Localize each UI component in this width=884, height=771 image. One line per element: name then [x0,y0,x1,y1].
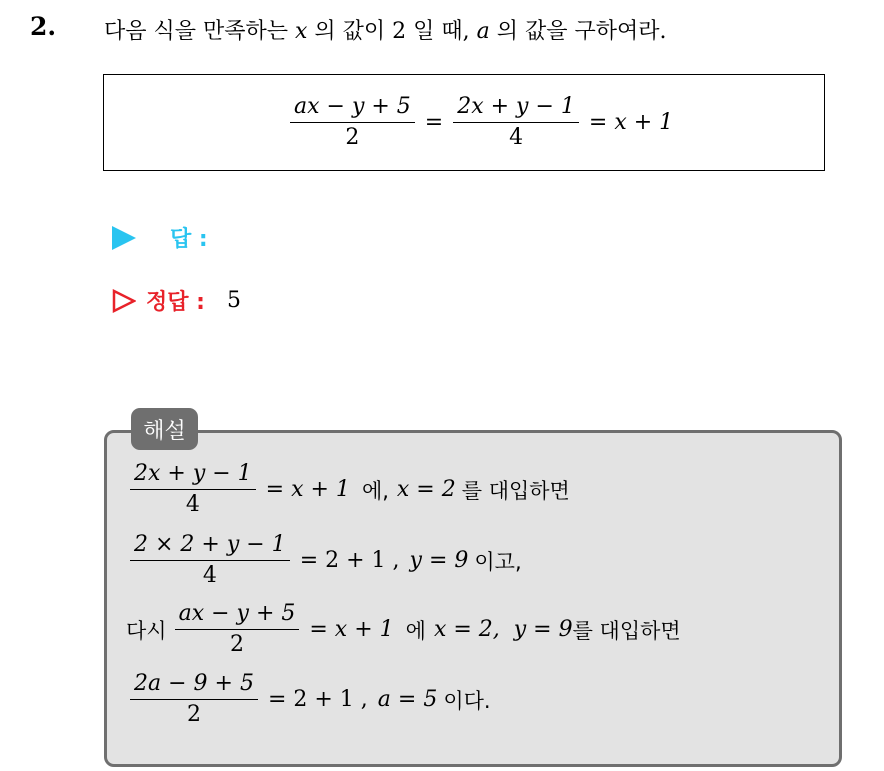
solution-line-2-condition: y = 9 [409,548,469,574]
solution-line-4-condition: a = 5 [377,687,438,713]
variable-x: x [295,19,308,44]
solution-line-3-rhs: = x + 1 [309,617,394,643]
solution-line-3-fraction [175,602,300,657]
solution-line-1-denominator: 4 [185,492,200,518]
equation-fraction-2 [453,95,579,150]
solution-line-3-text1: 에 [405,618,426,643]
equation-fraction-1 [290,95,415,150]
solution-line-1-condition: x = 2 [396,477,456,503]
solution-line-3-condition: x = 2, y = 9 [433,617,573,643]
solution-line-2-denominator: 4 [202,563,217,589]
equals-sign: = [424,110,444,136]
question-number: 2. [30,12,57,41]
correct-answer-value: 5 [226,288,241,313]
solution-line-2-text: 이고, [474,549,522,574]
solution-line-3-prefix: 다시 [126,618,167,643]
solution-line-2-fraction [130,533,290,588]
solution-line-3-denominator: 2 [229,632,244,658]
solution-line-3-numerator: ax − y + 5 [175,602,300,630]
solution-line-2-rhs: = 2 + 1 , [299,548,400,574]
solution-line-4-fraction [130,672,258,727]
solution-line-2 [126,533,522,588]
solution-line-1 [126,462,570,517]
main-equation [286,95,679,150]
question-text [104,14,667,45]
solution-line-1-text2: 를 대입하면 [461,478,570,503]
fraction-2-numerator: 2x + y − 1 [453,95,579,123]
variable-a: a [476,19,490,44]
solution-line-1-fraction [130,462,256,517]
answer-row [112,222,208,253]
fraction-1-denominator: 2 [345,125,360,151]
solution-line-2-numerator: 2 × 2 + y − 1 [130,533,290,561]
solution-line-4-denominator: 2 [186,702,201,728]
fraction-2-denominator: 4 [509,125,524,151]
outline-arrow-icon [112,289,136,313]
solution-line-4-rhs: = 2 + 1 , [267,687,368,713]
question-text-part2: 의 값이 2 일 때, [307,19,477,44]
solution-line-4-numerator: 2a − 9 + 5 [130,672,258,700]
play-arrow-icon [112,226,136,250]
solution-line-4 [126,672,491,727]
solution-line-3-text2: 를 대입하면 [572,618,681,643]
solution-line-3 [126,602,681,657]
question-text-part3: 의 값을 구하여라. [489,19,667,44]
answer-label: 답 : [170,227,208,252]
solution-line-1-numerator: 2x + y − 1 [130,462,256,490]
question-text-part1: 다음 식을 만족하는 [104,19,295,44]
solution-line-4-text: 이다. [443,688,491,713]
solution-line-1-rhs: = x + 1 [265,477,350,503]
fraction-1-numerator: ax − y + 5 [290,95,415,123]
correct-answer-row [112,285,241,316]
solution-line-1-text1: 에, [361,478,389,503]
correct-answer-label: 정답 : [146,290,205,315]
equation-rhs: = x + 1 [588,110,674,136]
solution-tab: 해설 [131,408,198,450]
